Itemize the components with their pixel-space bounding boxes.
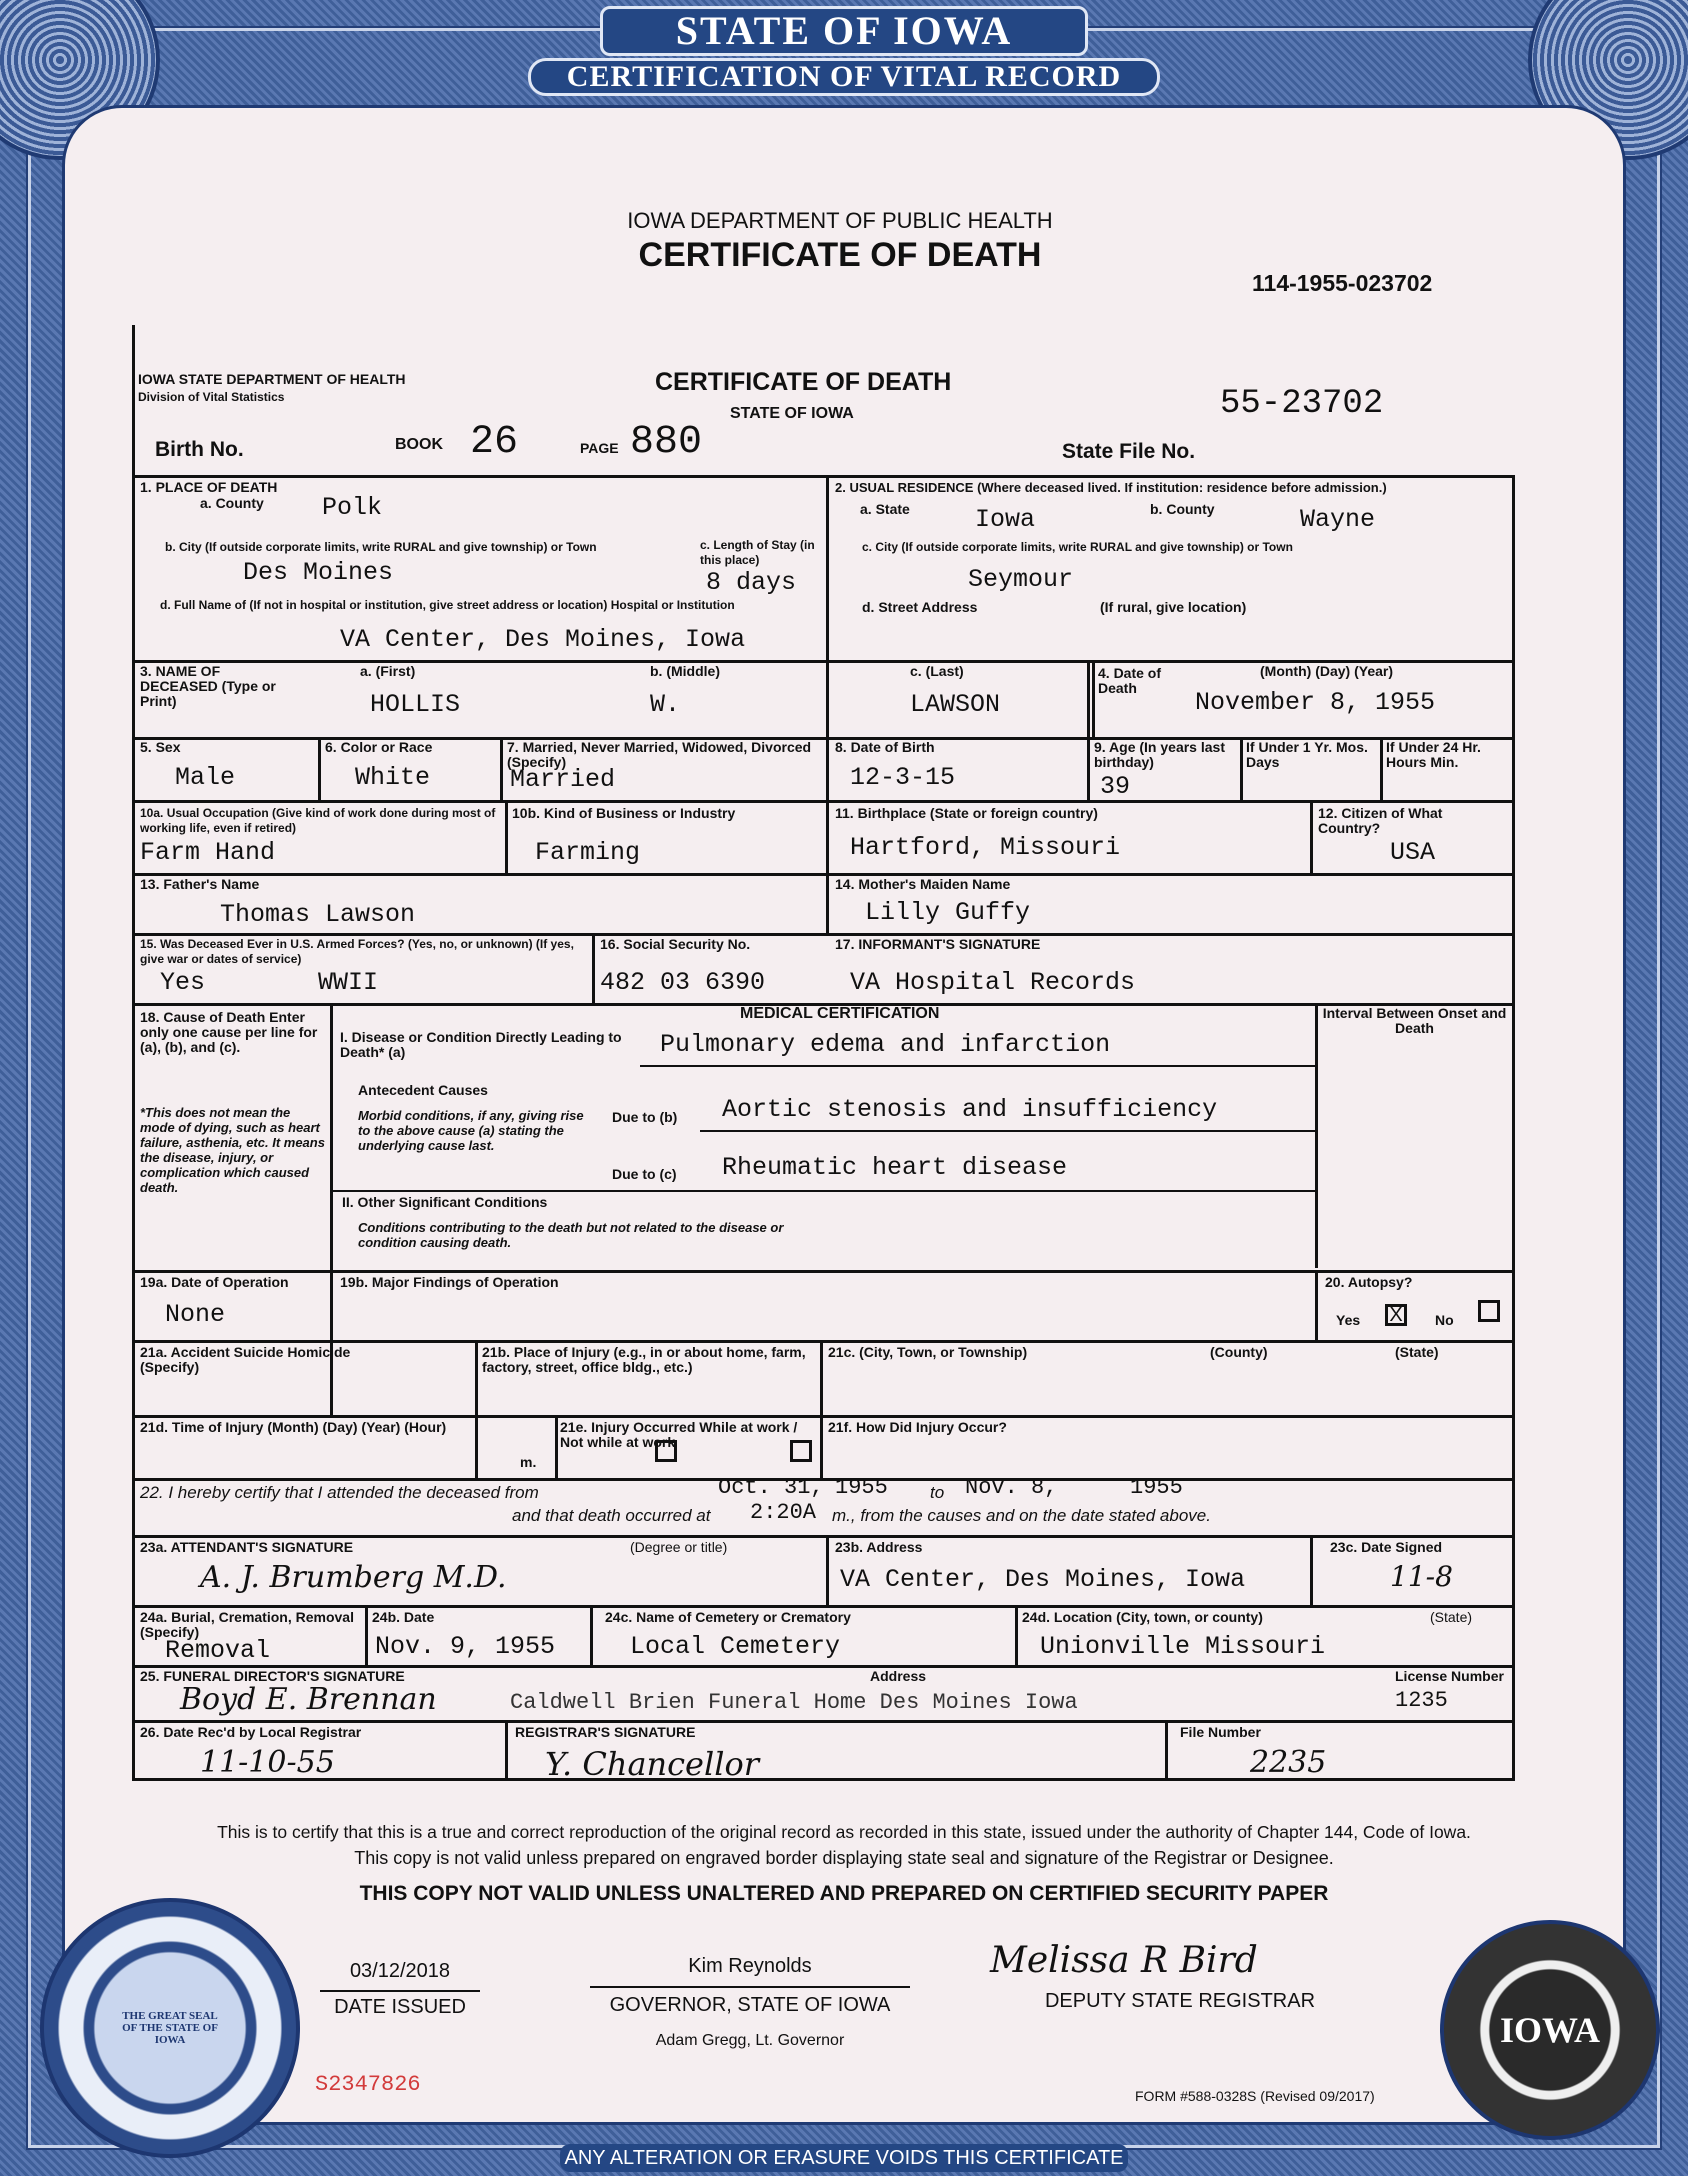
residence-label: 2. USUAL RESIDENCE (Where deceased lived. If institution: residence before admission.) [835,480,1387,495]
burial-date: Nov. 9, 1955 [375,1632,556,1661]
state-banner: STATE OF IOWA [600,6,1088,56]
marital-status: Married [510,765,616,794]
father-label: 13. Father's Name [140,876,260,892]
injury-state-label: (State) [1395,1344,1439,1360]
certify-text: 22. I hereby certify that I attended the deceased from [140,1483,539,1502]
cause-b: Aortic stenosis and insufficiency [722,1095,1218,1124]
morbid-label: Morbid conditions, if any, giving rise to the above cause (a) stating the underlying cause last. [358,1108,584,1153]
degree-label: (Degree or title) [630,1539,728,1555]
rule [590,1605,593,1665]
page-label: PAGE [580,440,619,456]
date-signed-label: 23c. Date Signed [1330,1539,1443,1555]
death-time-tail: m., from the causes and on the date stated above. [832,1506,1211,1525]
due-to-c-label: Due to (c) [612,1166,677,1182]
injury-city-label: 21c. (City, Town, or Township) [828,1344,1028,1360]
attendant-signature: A. J. Brumberg M.D. [200,1560,507,1595]
rule [640,1065,1315,1067]
governor-title: GOVERNOR, STATE OF IOWA [609,1994,891,2016]
age: 39 [1100,772,1131,801]
last-name: LAWSON [910,690,1001,719]
attended-to: Nov. 8, [965,1475,1058,1500]
rule [592,933,595,1003]
cause-label: 18. Cause of Death Enter only one cause per line for (a), (b), and (c). [140,1009,318,1055]
lt-governor: Adam Gregg, Lt. Governor [655,2032,845,2049]
certification-line-2: This copy is not valid unless prepared on engraved border displaying state seal and signature of the Registrar or Designee. [354,1848,1334,1868]
citizen-label: 12. Citizen of What Country? [1318,805,1443,836]
accident-label: 21a. Accident Suicide Homicide (Specify) [140,1344,351,1375]
age-label: 9. Age (In years last birthday) [1094,739,1225,770]
date-issued-label: DATE ISSUED [334,1996,466,2018]
armed-forces-label: 15. Was Deceased Ever in U.S. Armed Forces? (Yes, no, or unknown) (If yes, give war or dates of service) [140,937,574,966]
residence-county: Wayne [1300,505,1376,534]
date-issued: 03/12/2018 [349,1960,451,1982]
rule [1165,1720,1168,1778]
county-label: a. County [200,495,264,511]
marital-label: 7. Married, Never Married, Widowed, Divorced (Specify) [507,739,812,770]
middle-name: W. [650,690,681,719]
death-time-text: and that death occurred at [512,1506,711,1525]
street-hint: (If rural, give location) [1100,599,1247,615]
under-1-label: If Under 1 Yr. Mos. Days [1246,739,1368,770]
cemetery: Local Cemetery [630,1632,841,1661]
business-label: 10b. Kind of Business or Industry [512,805,736,821]
rule [700,1130,1315,1132]
attendant-sig-label: 23a. ATTENDANT'S SIGNATURE [140,1539,354,1555]
rule [332,1190,1315,1192]
attended-to-year: 1955 [1130,1475,1183,1500]
res-city-label: c. City (If outside corporate limits, write RURAL and give township) or Town [862,540,1293,554]
orig-title: CERTIFICATE OF DEATH [655,368,952,396]
department-seal [1440,1920,1660,2140]
injury-time-label: 21d. Time of Injury (Month) (Day) (Year) (Hour) [140,1419,447,1435]
registrar-date-label: 26. Date Rec'd by Local Registrar [140,1724,362,1740]
operation-date-label: 19a. Date of Operation [140,1274,289,1290]
injury-occurred-label: 21e. Injury Occurred While at work / Not while at work [560,1419,798,1450]
autopsy-yes-checkbox[interactable]: X [1385,1304,1407,1326]
autopsy-no-checkbox[interactable] [1478,1300,1500,1322]
cause-a: Pulmonary edema and infarction [660,1030,1111,1059]
first-label: a. (First) [360,663,416,679]
rule [505,800,508,873]
date-signed: 11-8 [1390,1560,1453,1593]
informant: VA Hospital Records [850,968,1136,997]
operation-findings-label: 19b. Major Findings of Operation [340,1274,559,1290]
rule [132,475,1515,478]
attendant-address: VA Center, Des Moines, Iowa [840,1565,1246,1594]
rule [475,1340,478,1478]
under-24-label: If Under 24 Hr. Hours Min. [1386,739,1481,770]
license-label: License Number [1395,1668,1504,1684]
not-while-at-work-checkbox[interactable] [790,1440,812,1462]
rule [505,1720,508,1778]
interval-label: Interval Between Onset and Death [1322,1005,1507,1036]
sex-label: 5. Sex [140,739,181,755]
page-title: CERTIFICATE OF DEATH [638,236,1042,274]
residence-state: Iowa [975,505,1036,534]
armed-forces: Yes [160,968,206,997]
death-city: Des Moines [243,558,394,587]
rule [132,1415,1515,1418]
institution-name: VA Center, Des Moines, Iowa [340,625,746,654]
injury-time-m: m. [520,1454,537,1470]
rule [826,660,829,933]
rule [132,800,1515,803]
file-number: 2235 [1250,1745,1327,1780]
rule [318,737,321,800]
street-label: d. Street Address [862,599,978,615]
deceased-label: 3. NAME OF DECEASED (Type or Print) [140,663,276,709]
book-number: 26 [470,420,519,465]
orig-file-number: 55-23702 [1220,385,1384,423]
registrar-sig-label: REGISTRAR'S SIGNATURE [515,1724,696,1740]
form-right-edge [1512,475,1515,1780]
rule [320,1990,480,1992]
father-name: Thomas Lawson [220,900,416,929]
orig-division: Division of Vital Statistics [138,390,285,404]
book-label: BOOK [395,436,443,453]
cause-c: Rheumatic heart disease [722,1153,1068,1182]
attendant-address-label: 23b. Address [835,1539,923,1555]
burial-method: Removal [165,1636,271,1665]
ssn-label: 16. Social Security No. [600,936,751,952]
state-file-label: State File No. [1062,440,1196,463]
death-time: 2:20A [750,1500,817,1525]
attended-from: Oct. 31, [718,1475,824,1500]
occupation-label: 10a. Usual Occupation (Give kind of work done during most of working life, even if retired) [140,806,496,835]
certification-line-1: This is to certify that this is a true and correct reproduction of the original record as recorded in this state, issued under the authority of Chapter 144, Code of Iowa. [217,1822,1471,1842]
res-state-label: a. State [860,501,910,517]
middle-label: b. (Middle) [650,663,720,679]
orig-state: STATE OF IOWA [730,405,854,422]
res-county-label: b. County [1150,501,1215,517]
institution-label: d. Full Name of (If not in hospital or institution, give street address or location) Hospital or Institution [160,598,735,612]
location-state-label: (State) [1430,1609,1473,1625]
serial-number: S2347826 [315,2072,421,2097]
registrar-signature: Y. Chancellor [545,1745,760,1783]
funeral-director-signature: Boyd E. Brennan [180,1682,437,1717]
rule [555,1415,558,1478]
rule [826,475,829,660]
rule [132,1270,1515,1273]
validity-notice: THIS COPY NOT VALID UNLESS UNALTERED AND PREPARED ON CERTIFIED SECURITY PAPER [359,1882,1329,1905]
rule [132,1340,1515,1343]
rule [1315,1003,1318,1268]
antecedent-label: Antecedent Causes [358,1082,488,1098]
sex: Male [175,763,236,792]
rule [132,1720,1515,1723]
rule [132,873,1515,876]
date-of-birth: 12-3-15 [850,763,956,792]
mother-label: 14. Mother's Maiden Name [835,876,1011,892]
deputy-registrar-signature: Melissa R Bird [990,1940,1258,1981]
city-label: b. City (If outside corporate limits, write RURAL and give township) or Town [165,540,597,554]
file-number-label: File Number [1180,1724,1261,1740]
autopsy-label: 20. Autopsy? [1325,1274,1413,1290]
birth-no-label: Birth No. [155,438,244,461]
great-seal-of-iowa [40,1898,300,2158]
rule [826,1535,829,1605]
length-of-stay: 8 days [706,568,797,597]
alteration-warning: ANY ALTERATION OR ERASURE VOIDS THIS CERTIFICATE [560,2144,1128,2172]
rule [1087,660,1090,800]
rule [820,1340,823,1478]
death-county: Polk [322,493,383,522]
ssn: 482 03 6390 [600,968,766,997]
rule [1240,737,1243,800]
seal-left-text: THE GREAT SEAL OF THE STATE OF IOWA [122,2010,218,2046]
mother-name: Lilly Guffy [865,898,1031,927]
injury-place-label: 21b. Place of Injury (e.g., in or about home, farm, factory, street, office bldg., etc.) [482,1344,806,1375]
attended-to-label: to [930,1483,945,1502]
license-number: 1235 [1395,1688,1448,1713]
governor-name: Kim Reynolds [688,1955,812,1977]
rule [1310,1535,1313,1605]
funeral-address: Caldwell Brien Funeral Home Des Moines Iowa [510,1690,1078,1715]
attended-from-year: 1955 [835,1475,888,1500]
residence-city: Seymour [968,565,1074,594]
location-label: 24d. Location (City, town, or county) [1022,1609,1263,1625]
funeral-address-label: Address [870,1668,927,1684]
burial-label: 24a. Burial, Cremation, Removal (Specify) [140,1609,354,1640]
last-label: c. (Last) [910,663,964,679]
stay-label: c. Length of Stay (in this place) [700,538,815,567]
burial-date-label: 24b. Date [372,1609,435,1625]
direct-cause-label: I. Disease or Condition Directly Leading to Death* (a) [340,1029,622,1060]
injury-county-label: (County) [1210,1344,1268,1360]
while-at-work-checkbox[interactable] [655,1440,677,1462]
other-conditions-label: II. Other Significant Conditions [342,1194,548,1210]
birthplace: Hartford, Missouri [850,833,1121,862]
race-label: 6. Color or Race [325,739,433,755]
rule [1380,737,1383,800]
rule [1315,1270,1318,1340]
rule [132,1535,1515,1538]
business: Farming [535,838,641,867]
informant-label: 17. INFORMANT'S SIGNATURE [835,936,1041,952]
dob-label: 8. Date of Birth [835,739,935,755]
rule [1310,800,1313,873]
other-conditions-hint: Conditions contributing to the death but not related to the disease or condition causing death. [358,1220,784,1250]
birthplace-label: 11. Birthplace (State or foreign country) [835,805,1098,821]
deputy-registrar-title: DEPUTY STATE REGISTRAR [1044,1990,1316,2012]
rule [1092,660,1095,737]
how-injury-label: 21f. How Did Injury Occur? [828,1419,1007,1435]
dept-heading: IOWA DEPARTMENT OF PUBLIC HEALTH [627,208,1053,233]
burial-location: Unionville Missouri [1040,1632,1326,1661]
autopsy-yes-label: Yes [1336,1312,1361,1328]
rule [365,1605,368,1665]
war-service: WWII [318,968,379,997]
rule [132,933,1515,936]
form-left-edge [132,325,135,1780]
cause-note: *This does not mean the mode of dying, such as heart failure, asthenia, etc. It means the disease, injury, or complication which caused death. [140,1105,325,1195]
rule [590,1986,910,1988]
seal-right-text: IOWA [1499,2010,1601,2050]
rule [500,737,503,800]
rule [132,1605,1515,1608]
funeral-director-label: 25. FUNERAL DIRECTOR'S SIGNATURE [140,1668,405,1684]
orig-dept: IOWA STATE DEPARTMENT OF HEALTH [138,371,406,387]
place-of-death-label: 1. PLACE OF DEATH [140,479,278,495]
rule [1015,1605,1018,1665]
date-of-death-label: 4. Date of Death [1098,665,1162,696]
occupation: Farm Hand [140,838,276,867]
form-number: FORM #588-0328S (Revised 09/2017) [1135,2088,1375,2104]
first-name: HOLLIS [370,690,461,719]
due-to-b-label: Due to (b) [612,1109,678,1125]
certificate-number: 114-1955-023702 [1252,270,1433,296]
date-of-death: November 8, 1955 [1195,688,1436,717]
cemetery-label: 24c. Name of Cemetery or Crematory [605,1609,851,1625]
operation-date: None [165,1300,226,1329]
vital-record-banner: CERTIFICATION OF VITAL RECORD [528,58,1160,96]
date-cols-label: (Month) (Day) (Year) [1260,663,1393,679]
registrar-date: 11-10-55 [200,1745,335,1780]
citizenship: USA [1390,838,1436,867]
medical-header: MEDICAL CERTIFICATION [740,1005,940,1022]
autopsy-no-label: No [1435,1312,1454,1328]
page-number: 880 [630,420,703,465]
race: White [355,763,431,792]
